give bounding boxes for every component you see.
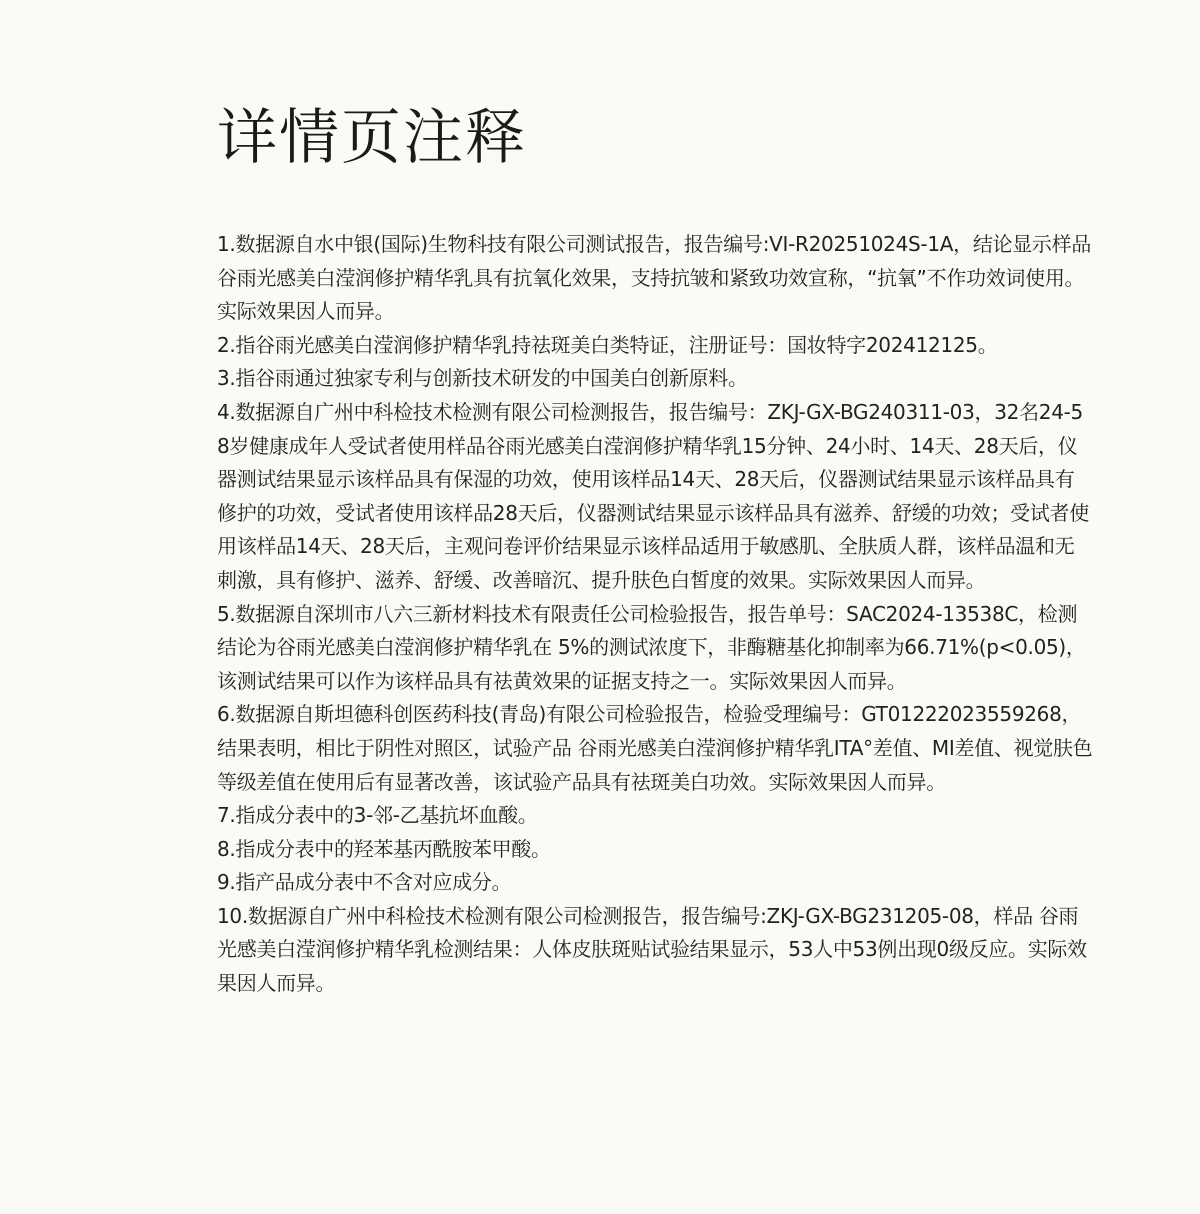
annotation-item-7: 7.指成分表中的3-邻-乙基抗坏血酸。 bbox=[217, 803, 538, 828]
annotation-item-8: 8.指成分表中的羟苯基丙酰胺苯甲酸。 bbox=[217, 836, 551, 861]
annotation-item-3: 3.指谷雨通过独家专利与创新技术研发的中国美白创新原料。 bbox=[217, 366, 748, 391]
annotation-list bbox=[217, 228, 1093, 1001]
annotation-item-2: 2.指谷雨光感美白滢润修护精华乳持祛斑美白类特证，注册证号：国妆特字202412125。 bbox=[217, 332, 998, 357]
annotation-item-4: 4.数据源自广州中科检技术检测有限公司检测报告，报告编号：ZKJ-GX-BG240311-03，32名24-58岁健康成年人受试者使用样品谷雨光感美白滢润修护精华乳15分钟、24小时、14天、28天后，仪器测试结果显示该样品具有保湿的功效，使用该样品14天、28天后，仪器测试结果显示该样品具有修护的功效，受试者使用该样品28天后，仪器测试结果显示该样品具有滋养、舒缓的功效；受试者使用该样品14天、28天后，主观问卷评价结果显示该样品适用于敏感肌、全肤质人群，该样品温和无刺激，具有修护、滋养、舒缓、改善暗沉、提升肤色白皙度的效果。实际效果因人而异。 bbox=[217, 399, 1089, 592]
page-title: 详情页注释 bbox=[217, 103, 527, 173]
annotation-item-5: 5.数据源自深圳市八六三新材料技术有限责任公司检验报告，报告单号：SAC2024-13538C，检测结论为谷雨光感美白滢润修护精华乳在 5%的测试浓度下，非酶糖基化抑制率为66.71%(p<0.05)，该测试结果可以作为该样品具有祛黄效果的证据支持之一。实际效果因人而异。 bbox=[217, 601, 1086, 693]
annotation-item-10: 10.数据源自广州中科检技术检测有限公司检测报告，报告编号:ZKJ-GX-BG231205-08，样品 谷雨光感美白滢润修护精华乳检测结果：人体皮肤斑贴试验结果显示，53人中53例出现0级反应。实际效果因人而异。 bbox=[217, 903, 1087, 996]
annotation-item-6: 6.数据源自斯坦德科创医药科技(青岛)有限公司检验报告，检验受理编号：GT01222023559268，结果表明，相比于阴性对照区，试验产品 谷雨光感美白滢润修护精华乳ITA°差值、MI差值、视觉肤色等级差值在使用后有显著改善，该试验产品具有祛斑美白功效。实际效果因人而异。 bbox=[217, 702, 1093, 794]
annotation-item-9: 9.指产品成分表中不含对应成分。 bbox=[217, 870, 512, 895]
annotation-item-1: 1.数据源自水中银(国际)生物科技有限公司测试报告，报告编号:VI-R20251024S-1A，结论显示样品谷雨光感美白滢润修护精华乳具有抗氧化效果，支持抗皱和紧致功效宣称，“抗氧”不作功效词使用。实际效果因人而异。 bbox=[217, 232, 1092, 324]
